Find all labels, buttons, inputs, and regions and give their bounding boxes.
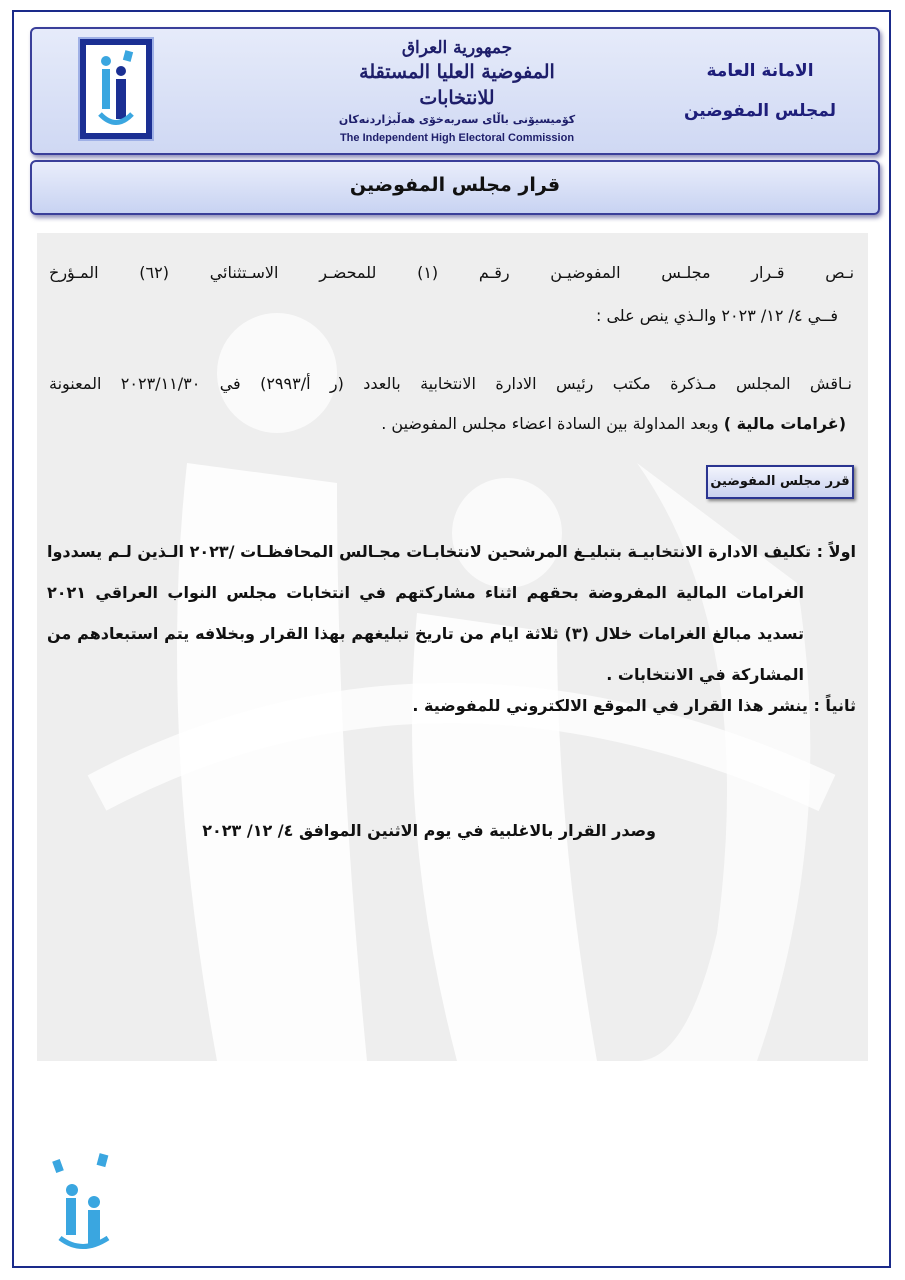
intro-text-line: نـص قـرار مجلـس المفوضيـن رقـم (١) للمحضـر الاسـتثنائي (٦٢) المـؤرخ (49, 263, 855, 282)
document-body (37, 233, 868, 1061)
decision-second: ثانياً : ينشر هذا القرار في الموقع الالكتروني للمفوضية . (412, 696, 856, 715)
letterhead (30, 27, 880, 155)
country-name: جمهورية العراق (401, 38, 513, 58)
decision-first-line: الغرامات المالية المفروضة بحقهم اثناء مشاركتهم في انتخابات مجلس النواب العراقي ٢٠٢١ (47, 583, 804, 602)
secretariat-line2: لمجلس المفوضين (683, 101, 837, 121)
issued-statement: وصدر القرار بالاغلبية في يوم الاثنين الموافق ٤/ ١٢/ ٢٠٢٣ (202, 821, 656, 840)
commission-name-kurdish: كۆمیسیۆنی باڵای سەربەخۆی هەڵبژاردنەکان (338, 113, 576, 126)
ihec-logo-icon (78, 37, 154, 141)
footer-logo-icon (42, 1140, 126, 1260)
discussion-text-rest: وبعد المداولة بين السادة اعضاء مجلس المفوضين . (381, 414, 724, 433)
intro-text-line: فــي ٤/ ١٢/ ٢٠٢٣ والـذي ينص على : (595, 306, 838, 325)
decision-first-line: اولاً : تكليف الادارة الانتخابيـة بتبليـغ المرشحين لانتخابـات مجـالس المحافظـات /٢٠٢٣ الـذين لـم يسددوا (47, 542, 856, 561)
commission-name-arabic: المفوضية العليا المستقلة للانتخابات (359, 61, 555, 109)
decided-label-box: قرر مجلس المفوضين (706, 465, 854, 499)
decisions (47, 531, 856, 726)
commission-name-english: The Independent High Electoral Commission (339, 132, 575, 144)
subject-bold: (غرامات مالية ) (723, 414, 846, 433)
discussion-text-line: نـاقش المجلس مـذكرة مكتب رئيس الادارة الانتخابية بالعدد (ر أ/٢٩٩٣) في ٢٠٢٣/١١/٣٠ المعنونة (49, 374, 852, 393)
secretariat-label (680, 51, 840, 131)
decision-first-line: تسديد مبالغ الغرامات خلال (٣) ثلاثة ايام من تاريخ تبليغهم بهذا القرار وبخلافه يتم استبعادهم من (47, 624, 804, 643)
commission-name (332, 37, 582, 147)
secretariat-line1: الامانة العامة (706, 61, 814, 81)
document-title: قرار مجلس المفوضين (349, 174, 561, 196)
decision-first-line: المشاركة في الانتخابات . (606, 665, 804, 684)
document-title-bar (30, 160, 880, 215)
discussion-text-line (97, 411, 846, 437)
